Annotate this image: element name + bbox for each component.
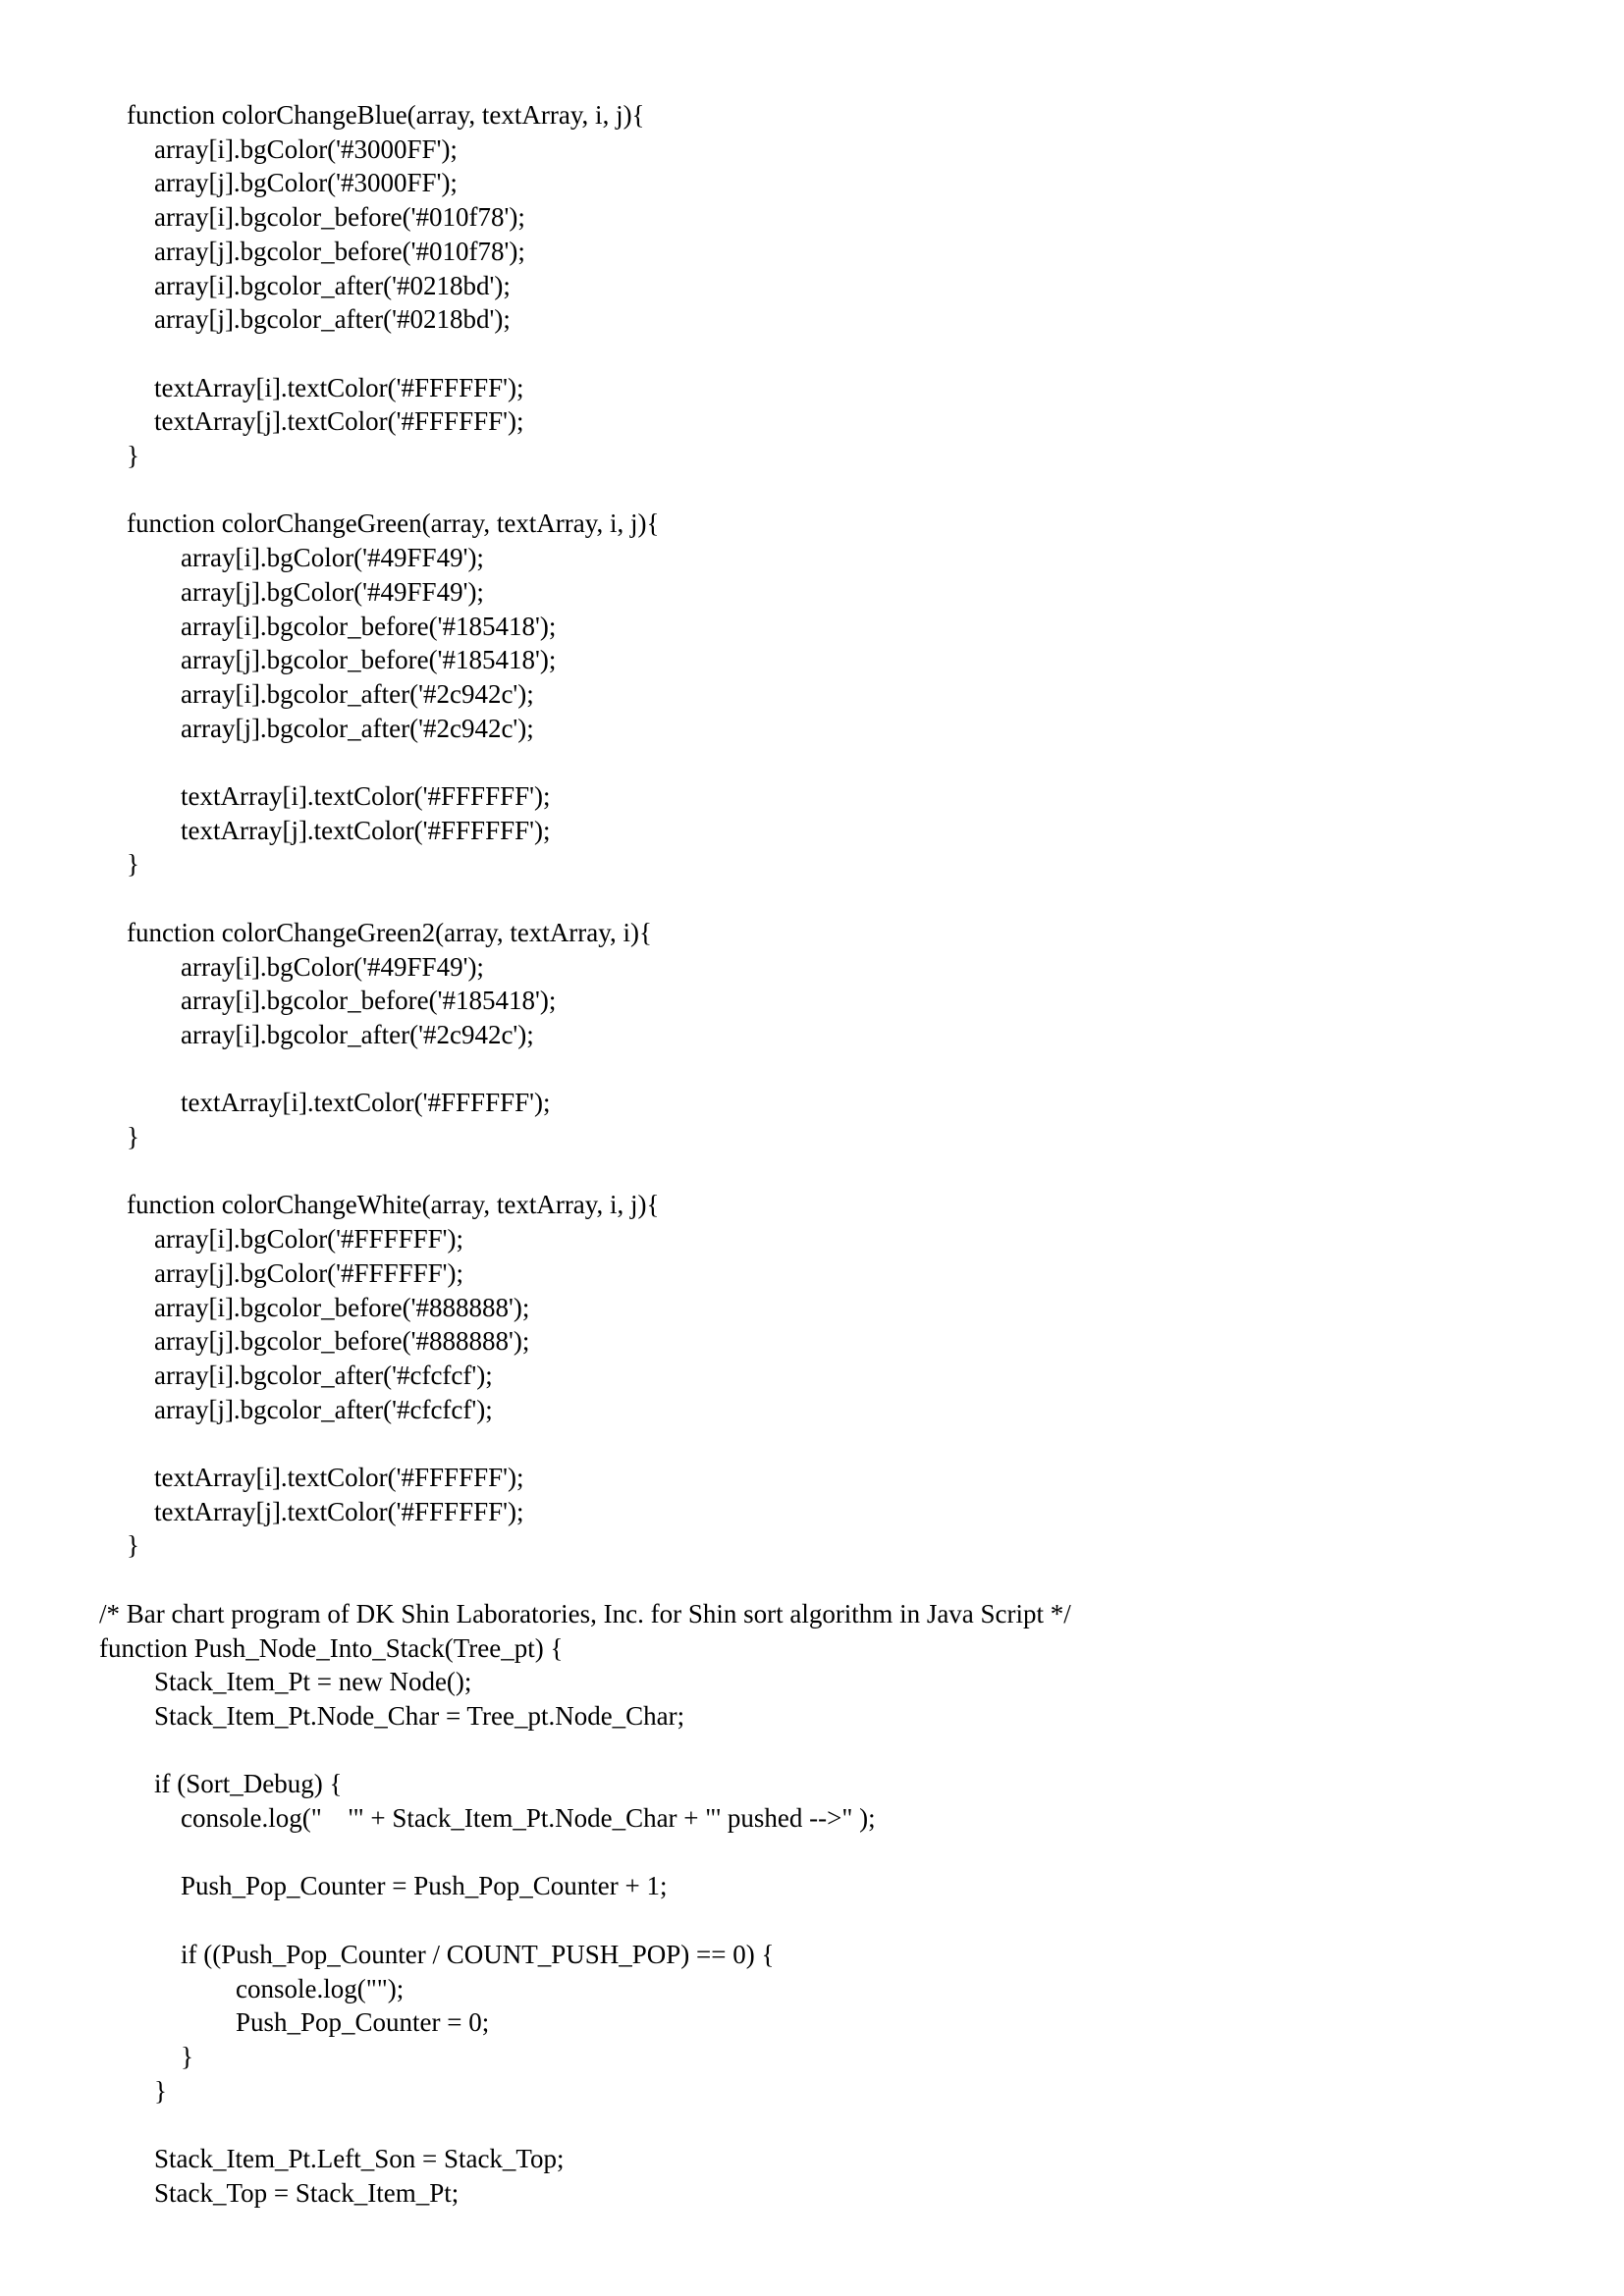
code-line: array[i].bgcolor_after('#0218bd'); bbox=[154, 270, 511, 300]
code-line: array[j].bgcolor_before('#010f78'); bbox=[154, 236, 525, 266]
code-line: array[j].bgColor('#FFFFFF'); bbox=[154, 1257, 463, 1288]
code-line: array[i].bgColor('#49FF49'); bbox=[181, 951, 484, 982]
code-line: function Push_Node_Into_Stack(Tree_pt) { bbox=[99, 1632, 564, 1663]
code-line: } bbox=[127, 1122, 139, 1151]
code-line: array[i].bgColor('#FFFFFF'); bbox=[154, 1224, 463, 1255]
code-line: Push_Pop_Counter = 0; bbox=[236, 2007, 490, 2038]
code-line: } bbox=[181, 2041, 193, 2071]
code-line: function colorChangeGreen2(array, textArray, i){ bbox=[127, 917, 652, 947]
code-line: Push_Pop_Counter = Push_Pop_Counter + 1; bbox=[181, 1871, 668, 1901]
code-line: if (Sort_Debug) { bbox=[154, 1769, 343, 1799]
code-line: array[j].bgcolor_before('#185418'); bbox=[181, 645, 557, 675]
code-line: function colorChangeBlue(array, textArray, i, j){ bbox=[127, 100, 645, 130]
code-line: textArray[i].textColor('#FFFFFF'); bbox=[154, 372, 524, 402]
code-line: } bbox=[127, 441, 139, 470]
code-line: array[i].bgcolor_before('#185418'); bbox=[181, 986, 557, 1016]
code-line: array[j].bgColor('#3000FF'); bbox=[154, 168, 458, 198]
code-line: array[i].bgcolor_after('#2c942c'); bbox=[181, 678, 534, 709]
code-line: array[i].bgcolor_after('#2c942c'); bbox=[181, 1019, 534, 1049]
code-line: function colorChangeWhite(array, textArray, i, j){ bbox=[127, 1190, 660, 1220]
code-line: Stack_Top = Stack_Item_Pt; bbox=[154, 2177, 460, 2208]
code-line: if ((Push_Pop_Counter / COUNT_PUSH_POP) == 0) { bbox=[181, 1939, 775, 1969]
code-line: Stack_Item_Pt = new Node(); bbox=[154, 1667, 472, 1697]
code-line: array[j].bgcolor_after('#2c942c'); bbox=[181, 713, 534, 743]
code-line: console.log(" '" + Stack_Item_Pt.Node_Char + "' pushed -->" ); bbox=[181, 1803, 876, 1833]
code-line: textArray[j].textColor('#FFFFFF'); bbox=[154, 406, 524, 437]
code-line: } bbox=[127, 1530, 139, 1561]
code-line: Stack_Item_Pt.Left_Son = Stack_Top; bbox=[154, 2144, 565, 2173]
code-line: textArray[i].textColor('#FFFFFF'); bbox=[181, 1088, 551, 1118]
code-line: array[i].bgcolor_before('#888888'); bbox=[154, 1292, 530, 1322]
code-line: array[i].bgColor('#3000FF'); bbox=[154, 133, 458, 164]
code-line: array[j].bgcolor_after('#0218bd'); bbox=[154, 304, 511, 335]
code-line: array[j].bgcolor_before('#888888'); bbox=[154, 1326, 530, 1357]
code-line: } bbox=[127, 849, 139, 880]
code-line: array[i].bgcolor_before('#010f78'); bbox=[154, 202, 525, 233]
code-line: console.log(""); bbox=[236, 1973, 405, 2003]
code-line: function colorChangeGreen(array, textArray, i, j){ bbox=[127, 508, 660, 539]
code-line: textArray[j].textColor('#FFFFFF'); bbox=[154, 1496, 524, 1526]
code-line: textArray[j].textColor('#FFFFFF'); bbox=[181, 815, 551, 845]
code-line: } bbox=[154, 2075, 167, 2106]
code-line: array[i].bgcolor_after('#cfcfcf'); bbox=[154, 1360, 493, 1390]
code-line: /* Bar chart program of DK Shin Laboratories, Inc. for Shin sort algorithm in Java Script */ bbox=[99, 1598, 1071, 1629]
code-line: array[i].bgcolor_before('#185418'); bbox=[181, 611, 557, 641]
code-line: textArray[i].textColor('#FFFFFF'); bbox=[154, 1463, 524, 1492]
code-line: Stack_Item_Pt.Node_Char = Tree_pt.Node_Char; bbox=[154, 1700, 685, 1731]
code-line: textArray[i].textColor('#FFFFFF'); bbox=[181, 781, 551, 811]
code-line: array[j].bgcolor_after('#cfcfcf'); bbox=[154, 1394, 493, 1424]
code-line: array[i].bgColor('#49FF49'); bbox=[181, 543, 484, 573]
code-line: array[j].bgColor('#49FF49'); bbox=[181, 576, 484, 607]
